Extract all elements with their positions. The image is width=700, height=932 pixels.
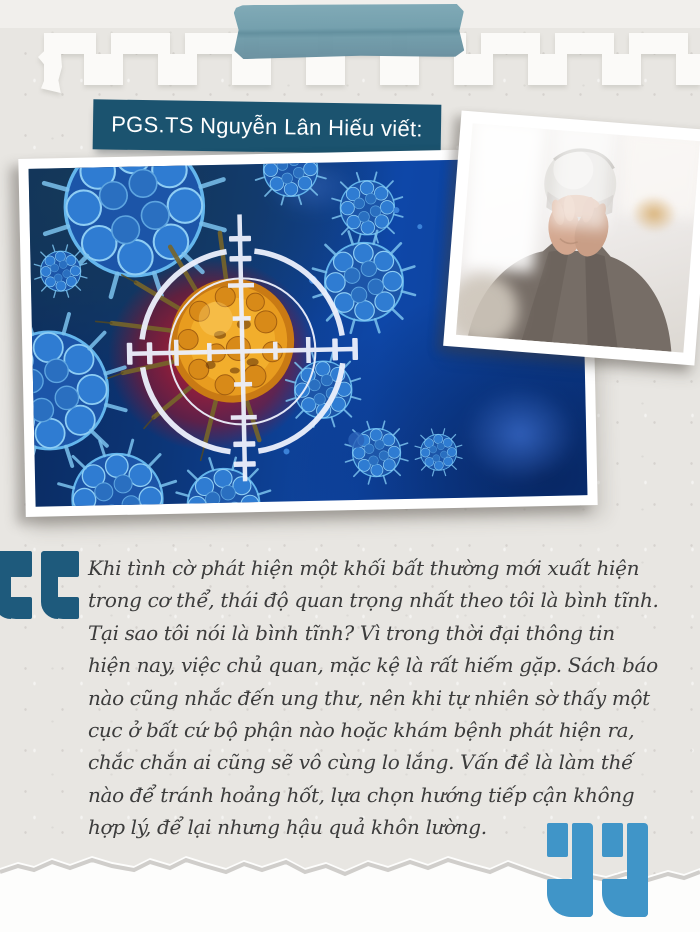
quote-close-icon — [547, 823, 648, 917]
quote-line: hợp lý, để lại nhưng hậu quả khôn lường. — [88, 815, 487, 840]
quote-text — [88, 552, 673, 844]
quote-line: trong cơ thể, thái độ quan trọng nhất theo tôi là bình tĩnh. — [88, 588, 659, 613]
quote-open-icon — [0, 551, 79, 619]
author-label-text: PGS.TS Nguyễn Lân Hiếu viết: — [110, 111, 424, 142]
author-label — [93, 99, 442, 154]
washi-tape — [234, 3, 465, 59]
quote-line: nào cũng nhắc đến ung thư, nên khi tự nhiên sờ thấy một — [88, 685, 650, 710]
quote-line: Khi tình cờ phát hiện một khối bất thường mới xuất hiện — [88, 556, 640, 580]
quote-line: Tại sao tôi nói là bình tĩnh? Vì trong thời đại thông tin — [88, 620, 615, 645]
quote-line: chắc chắn ai cũng sẽ vô cùng lo lắng. Vấn đề là làm thế — [88, 750, 634, 775]
window-light — [549, 123, 615, 230]
quote-open-glyph — [41, 551, 79, 619]
worried-woman-illustration — [456, 123, 700, 352]
quote-line: cục ở bất cứ bộ phận nào hoặc khám bệnh phát hiện ra, — [88, 718, 635, 743]
quote-close-glyph — [602, 823, 648, 917]
quote-line: hiện nay, việc chủ quan, mặc kệ là rất hiếm gặp. Sách báo — [88, 653, 658, 678]
worried-woman-photo — [443, 110, 700, 365]
window-light — [463, 123, 545, 272]
torn-strip-tabs — [44, 54, 700, 85]
quote-line: nào để tránh hoảng hốt, lựa chọn hướng tiếp cận không — [88, 782, 635, 807]
quote-open-glyph — [0, 551, 32, 619]
quote-close-glyph — [547, 823, 593, 917]
